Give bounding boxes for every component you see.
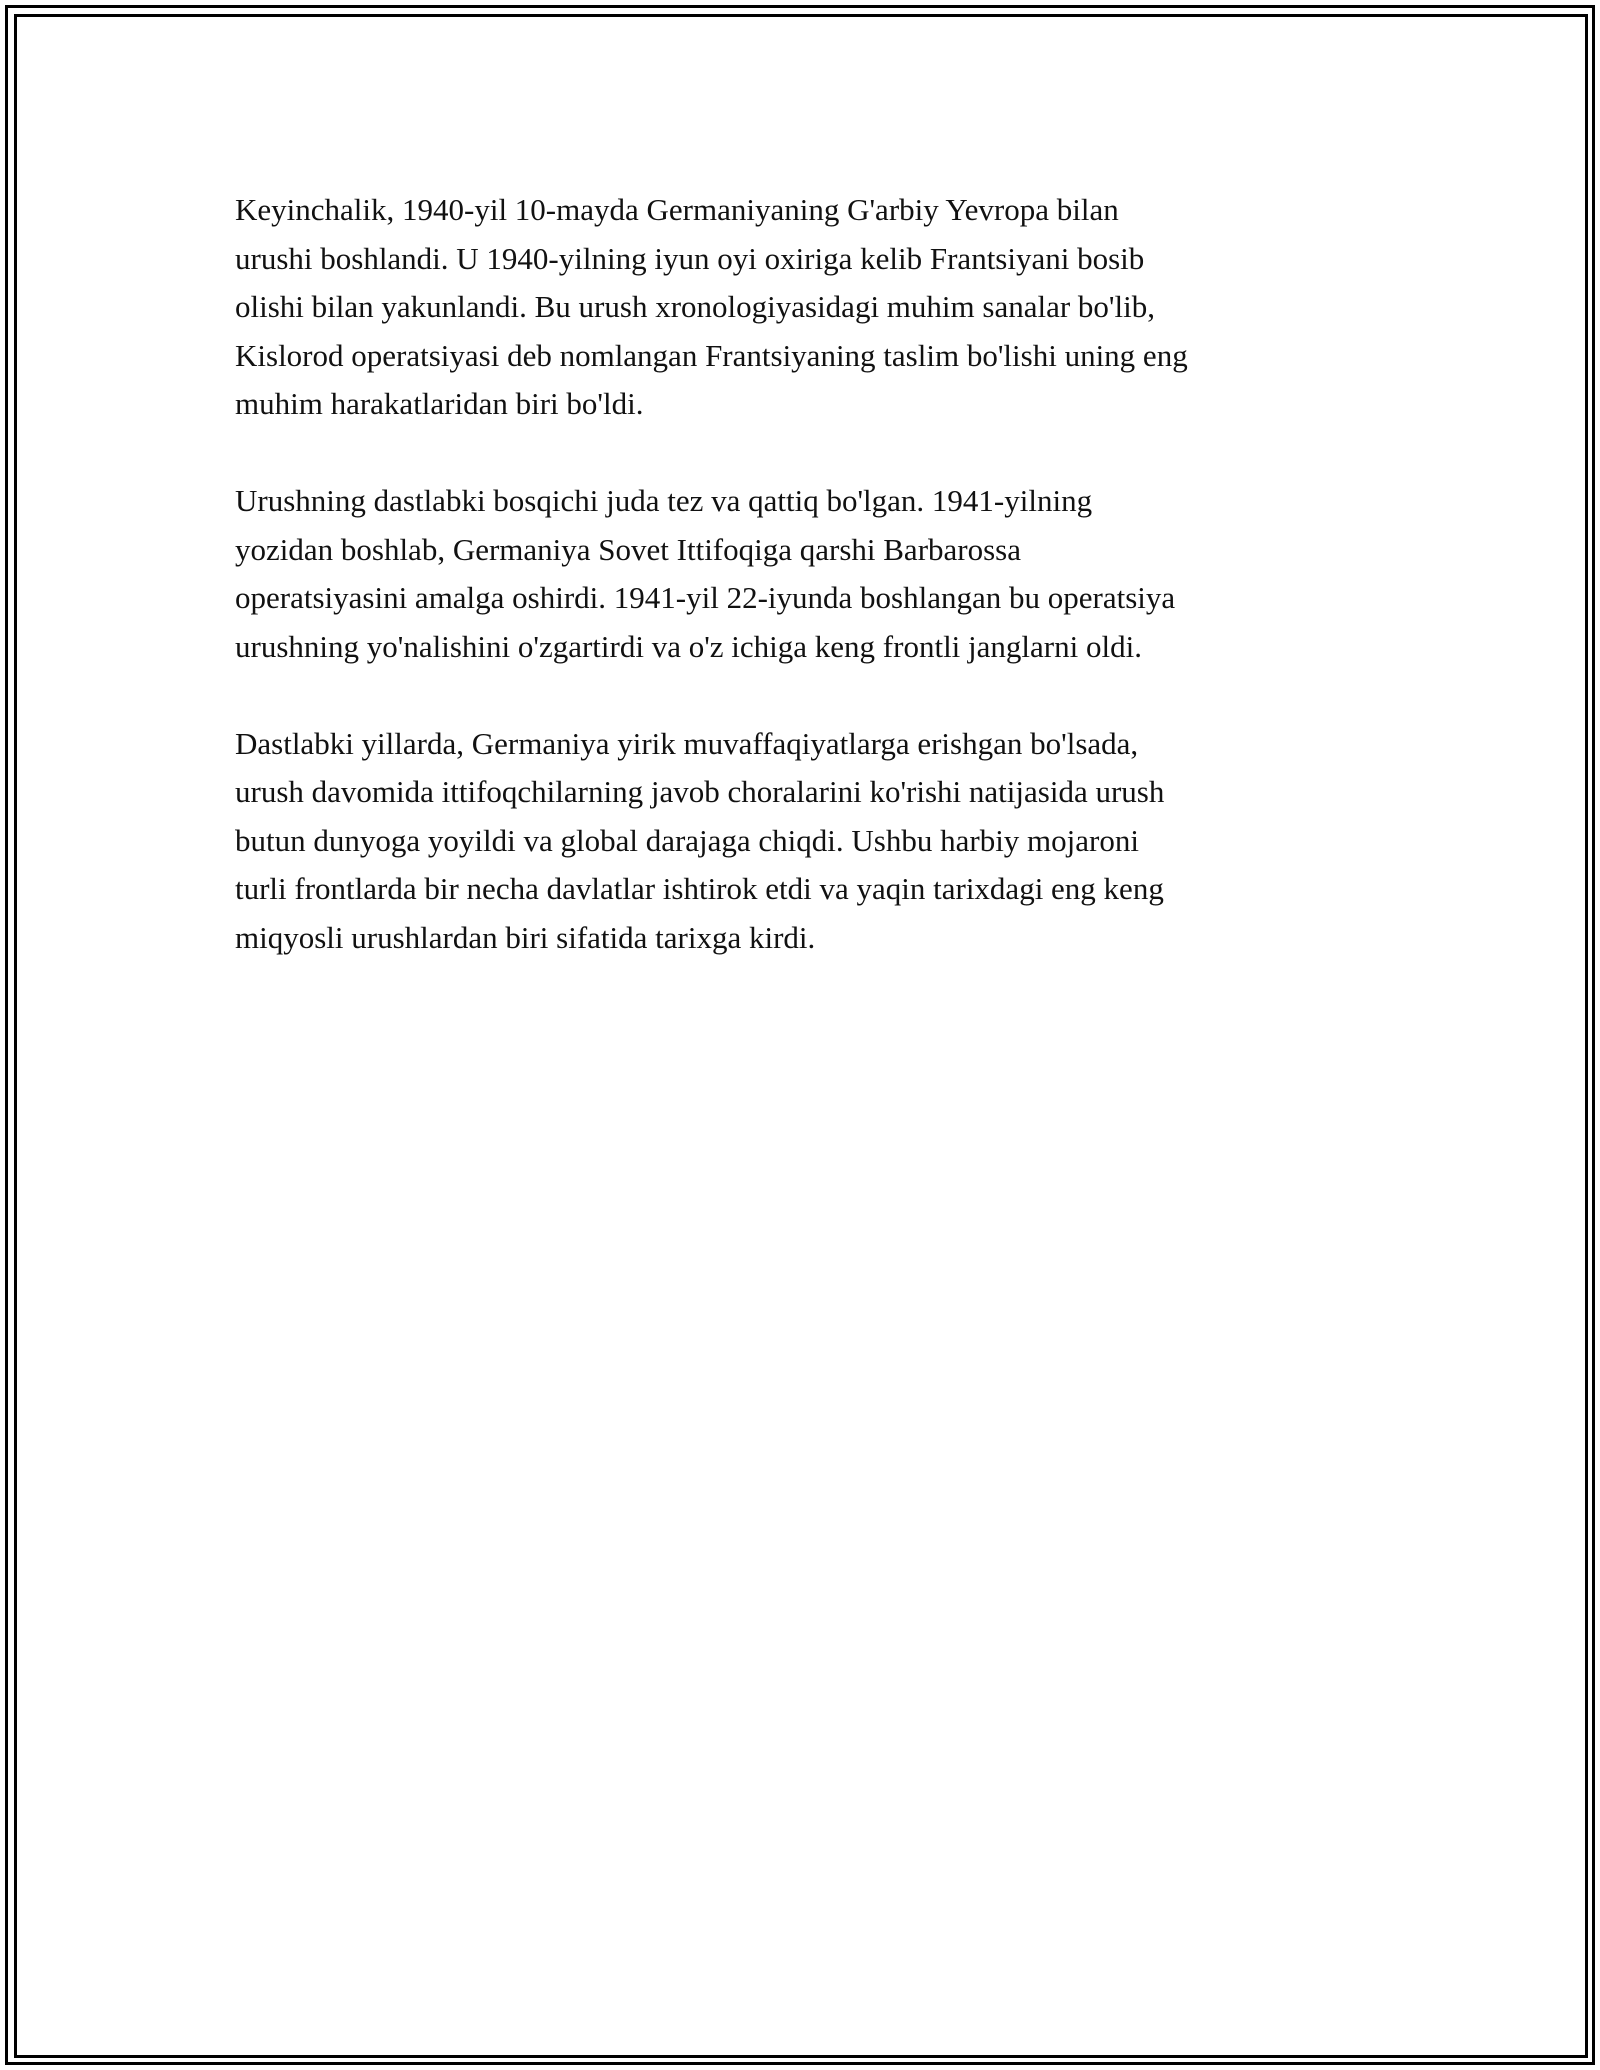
paragraph-line: turli frontlarda bir necha davlatlar ishtirok etdi va yaqin tarixdagi eng keng	[235, 871, 1164, 906]
paragraph-line: urush davomida ittifoqchilarning javob choralarini ko'rishi natijasida urush	[235, 774, 1165, 809]
paragraph-line: yozidan boshlab, Germaniya Sovet Ittifoqiga qarshi Barbarossa	[235, 531, 1021, 567]
paragraph-line: Dastlabki yillarda, Germaniya yirik muvaffaqiyatlarga erishgan bo'lsada,	[235, 725, 1139, 761]
paragraph-line: butun dunyoga yoyildi va global darajaga chiqdi. Ushbu harbiy mojaroni	[235, 822, 1139, 858]
paragraph-3	[235, 720, 1375, 963]
paragraph-line: Kislorod operatsiyasi deb nomlangan Frantsiyaning taslim bo'lishi uning eng	[235, 337, 1188, 373]
paragraph-line: operatsiyasini amalga oshirdi. 1941-yil 22-iyunda boshlangan bu operatsiya	[235, 580, 1176, 615]
paragraph-line: Keyinchalik, 1940-yil 10-mayda Germaniyaning G'arbiy Yevropa bilan	[235, 192, 1119, 227]
paragraph-line: muhim harakatlaridan biri bo'ldi.	[235, 386, 644, 421]
paragraph-2	[235, 477, 1375, 671]
paragraph-1	[235, 186, 1375, 429]
paragraph-line: Urushning dastlabki bosqichi juda tez va qattiq bo'lgan. 1941-yilning	[235, 483, 1093, 518]
paragraph-line: miqyosli urushlardan biri sifatida tarixga kirdi.	[235, 919, 816, 955]
paragraph-line: urushning yo'nalishini o'zgartirdi va o'z ichiga keng frontli janglarni oldi.	[235, 628, 1142, 664]
document-body	[235, 186, 1375, 1011]
paragraph-line: urushi boshlandi. U 1940-yilning iyun oyi oxiriga kelib Frantsiyani bosib	[235, 240, 1145, 276]
paragraph-line: olishi bilan yakunlandi. Bu urush xronologiyasidagi muhim sanalar bo'lib,	[235, 289, 1155, 324]
